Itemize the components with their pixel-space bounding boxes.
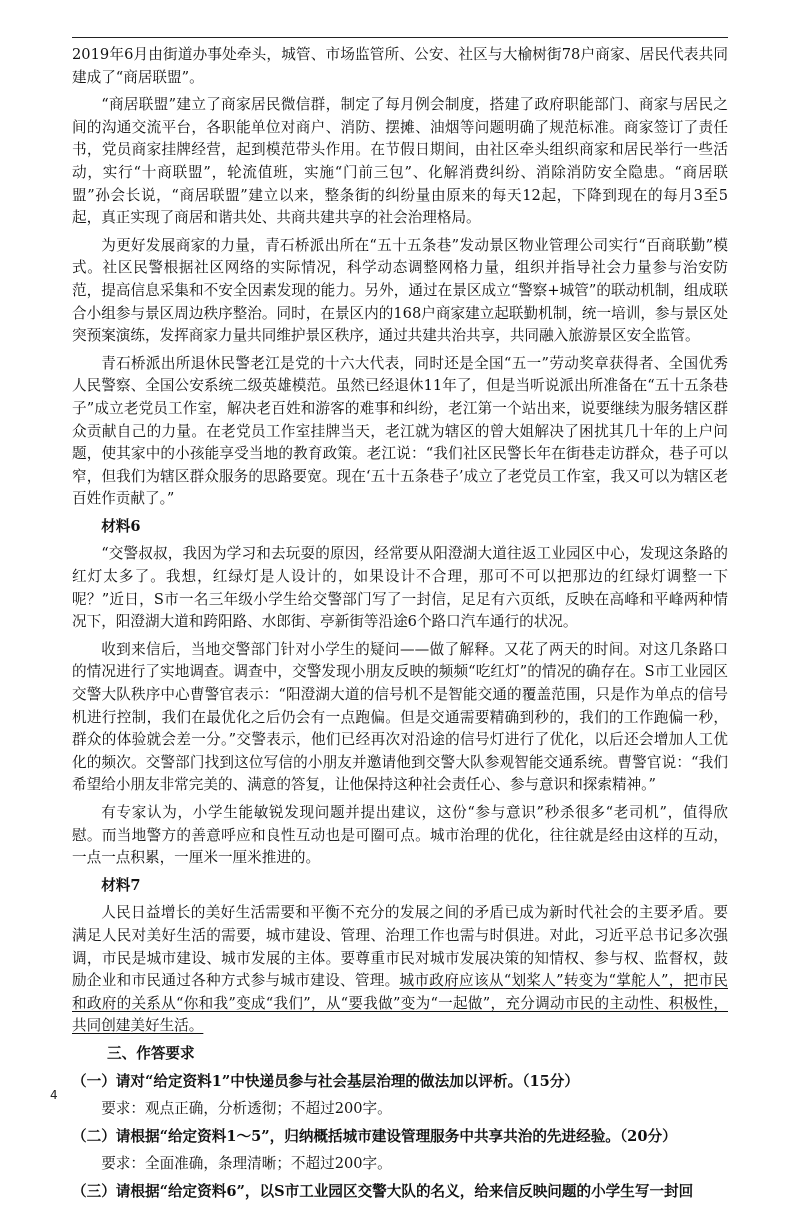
paragraph-shangju-alliance: “商居联盟”建立了商家居民微信群，制定了每月例会制度，搭建了政府职能部门、商家与居民之间的沟通交流平台，各职能单位对商户、消防、摆摊、油烟等问题明确了规范标准。商家签订了责任书，党员商家挂牌经营，起到模范带头作用。在节假日期间，由社区牵头组织商家和居民举行一些活动，实行“十商联盟”，轮流值班，实施“门前三包”、化解消费纠纷、消除消防安全隐患。“商居联盟”孙会长说，“商居联盟”建立以来，整条街的纠纷量由原来的每天12起，下降到现在的每月3至5起，真正实现了商居和谐共处、共商共建共享的社会治理格局。	[72, 96, 728, 227]
section-title: 三、作答要求	[107, 1044, 195, 1062]
material-7-heading: 材料7	[101, 876, 141, 894]
task-1-title: （一）请对“给定资料1”中快递员参与社会基层治理的做法加以评析。（15分）	[72, 1072, 579, 1090]
material-7-text: 人民日益增长的美好生活需要和平衡不充分的发展之间的矛盾已成为新时代社会的主要矛盾。要满足人民对美好生活的需要，城市建设、管理、治理工作也需与时俱进。对此，习近平总书记多次强调，市民是城市建设、城市发展的主体。要尊重市民对城市发展决策的知情权、参与权、监督权，鼓励企业和市民通过各种方式参与城市建设、管理。	[72, 904, 728, 990]
task-3-title: （三）请根据“给定资料6”，以S市工业园区交警大队的名义，给来信反映问题的小学生写一封回	[72, 1182, 694, 1200]
paragraph-lao-jiang: 青石桥派出所退休民警老江是党的十六大代表，同时还是全国“五一”劳动奖章获得者、全国优秀人民警察、全国公安系统二级英雄模范。虽然已经退休11年了，但是当听说派出所准备在“五十五条巷子”成立老党员工作室，解决老百姓和游客的难事和纠纷，老江第一个站出来，说要继续为服务辖区群众贡献自己的力量。在老党员工作室挂牌当天，老江就为辖区的曾大姐解决了困扰其几十年的上户问题，使其家中的小孩能享受当地的教育政策。老江说：“我们社区民警长年在街巷走访群众，巷子可以窄，但我们为辖区群众服务的思路要宽。现在‘五十五条巷子’成立了老党员工作室，我又可以为辖区老百姓作贡献了。”	[72, 354, 728, 508]
material-7-paragraph	[72, 902, 728, 1038]
material-6-paragraph: 收到来信后，当地交警部门针对小学生的疑问——做了解释。又花了两天的时间。对这几条路口的情况进行了实地调查。调查中，交警发现小朋友反映的频频“吃红灯”的情况的确存在。S市工业园区交警大队秩序中心曹警官表示：“阳澄湖大道的信号机不是智能交通的覆盖范围，只是作为单点的信号机进行控制，我们在最优化之后仍会有一点跑偏。但是交通需要精确到秒的，我们的工作跑偏一秒，群众的体验就会差一分。”交警表示，他们已经再次对沿途的信号灯进行了优化，以后还会增加人工优化的频次。交警部门找到这位写信的小朋友并邀请他到交警大队参观智能交通系统。曹警官说：“我们希望给小朋友非常完美的、满意的答复，让他保持这种社会责任心、参与意识和探索精神。”	[72, 640, 728, 794]
material-6-paragraph: “交警叔叔，我因为学习和去玩耍的原因，经常要从阳澄湖大道往返工业园区中心，发现这条路的红灯太多了。我想，红绿灯是人设计的，如果设计不合理，那可不可以把那边的红绿灯调整一下呢？”近日，S市一名三年级小学生给交警部门写了一封信，足足有六页纸，反映在高峰和平峰两种情况下，阳澄湖大道和跨阳路、水郎街、亭新街等沿途6个路口汽车通行的状况。	[72, 545, 728, 631]
paragraph-continued: 2019年6月由街道办事处牵头，城管、市场监管所、公安、社区与大榆树街78户商家、居民代表共同建成了“商居联盟”。	[72, 46, 728, 86]
material-7-underlined-text: 城市政府应该从“划桨人”转变为“掌舵人”，把市民和政府的关系从“你和我”变成“我们”，从“要我做”变为“一起做”，充分调动市民的主动性、积极性，共同创建美好生活。	[72, 972, 728, 1035]
task-2-title: （二）请根据“给定资料1～5”，归纳概括城市建设管理服务中共享共治的先进经验。（20分）	[72, 1127, 677, 1145]
material-6-heading: 材料6	[101, 517, 141, 535]
paragraph-baishang-lianqin: 为更好发展商家的力量，青石桥派出所在“五十五条巷”发动景区物业管理公司实行“百商联勤”模式。社区民警根据社区网络的实际情况，科学动态调整网格力量，组织并指导社会力量参与治安防范，提高信息采集和不安全因素发现的能力。另外，通过在景区成立“警察+城管”的联动机制，组成联合小组参与景区周边秩序整治。同时，在景区内的168户商家建立起联勤机制，统一培训，参与景区处突预案演练，发挥商家力量共同维护景区秩序，通过共建共治共享，共同融入旅游景区安全监管。	[72, 236, 728, 345]
material-6-paragraph: 有专家认为，小学生能敏锐发现问题并提出建议，这份“参与意识”秒杀很多“老司机”，值得欣慰。而当地警方的善意呼应和良性互动也是可圈可点。城市治理的优化，往往就是经由这样的互动，一点一点积累，一厘米一厘米推进的。	[72, 804, 728, 867]
header-rule	[72, 37, 728, 38]
task-1-requirement: 要求：观点正确，分析透彻；不超过200字。	[101, 1100, 392, 1118]
page-content	[72, 44, 728, 1209]
task-2-requirement: 要求：全面准确，条理清晰；不超过200字。	[101, 1155, 392, 1173]
page-number: 4	[50, 1088, 58, 1102]
